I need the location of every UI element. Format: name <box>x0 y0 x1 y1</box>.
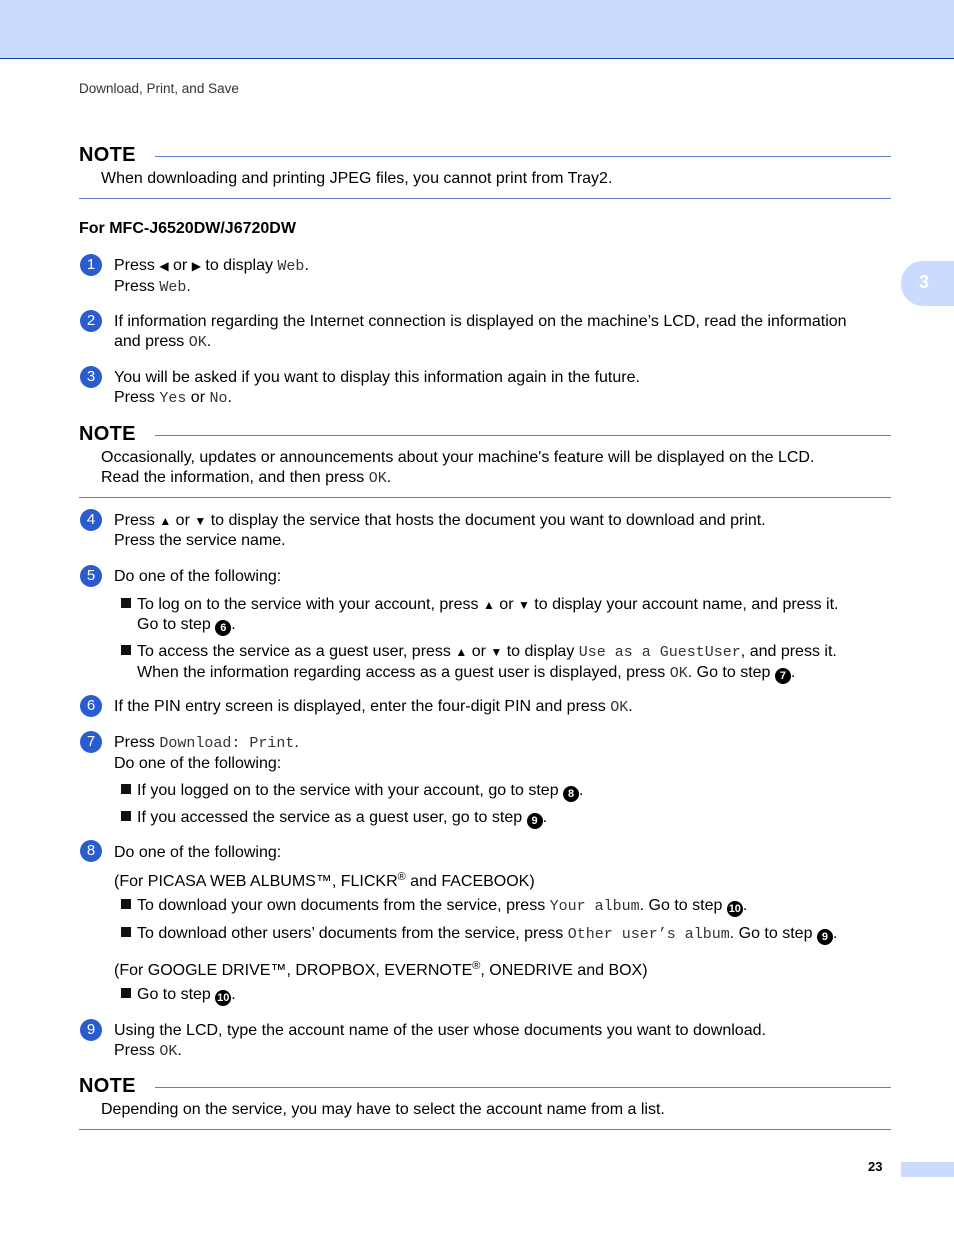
note-text: Depending on the service, you may have to select the account name from a list. <box>101 1101 665 1118</box>
service-group-label: (For PICASA WEB ALBUMS™, FLICKR® and FACEBOOK) <box>114 871 535 890</box>
down-arrow-icon: ▼ <box>490 645 503 659</box>
list-item: If you accessed the service as a guest user, go to step 9 . <box>121 808 896 829</box>
step-7-text: Press Download: Print. Do one of the following: <box>114 734 299 772</box>
step-8-text: Do one of the following: <box>114 844 282 861</box>
note-divider <box>155 435 891 436</box>
note-title: NOTE <box>79 423 136 445</box>
note-text: When downloading and printing JPEG files, you cannot print from Tray2. <box>101 170 613 187</box>
list-item: To download other users’ documents from the service, press Other user’s album. Go to step 9 . <box>121 924 896 945</box>
note-heading <box>79 144 891 168</box>
bullet-square-icon <box>121 988 131 998</box>
step-reference-icon: 10 <box>728 903 741 915</box>
note-title: NOTE <box>79 1075 136 1097</box>
down-arrow-icon: ▼ <box>517 598 530 612</box>
step-number-badge: 1 <box>80 254 102 276</box>
note-end-divider <box>79 1129 891 1130</box>
list-item: To access the service as a guest user, press ▲ or ▼ to display Use as a GuestUser, and press it. When the information regarding access as a guest user is displayed, press OK. Go to step 7 . <box>121 642 896 684</box>
note-end-divider <box>79 198 891 199</box>
bullet-square-icon <box>121 645 131 655</box>
step-3-text: You will be asked if you want to display this information again in the future. Press Yes or No. <box>114 369 640 407</box>
chapter-tab <box>901 261 954 306</box>
page-number: 23 <box>868 1159 883 1174</box>
step-number-badge: 7 <box>80 731 102 753</box>
chapter-number: 3 <box>919 272 930 292</box>
step-number-badge: 3 <box>80 366 102 388</box>
step-6-text: If the PIN entry screen is displayed, enter the four-digit PIN and press OK. <box>114 698 633 716</box>
footer-bar <box>901 1162 954 1177</box>
note-divider <box>155 1087 891 1088</box>
bullet-square-icon <box>121 927 131 937</box>
bullet-square-icon <box>121 811 131 821</box>
step-number-badge: 4 <box>80 509 102 531</box>
bullet-square-icon <box>121 784 131 794</box>
header-band <box>0 0 954 59</box>
bullet-square-icon <box>121 598 131 608</box>
step-reference-icon: 8 <box>563 786 579 802</box>
up-arrow-icon: ▲ <box>159 514 172 528</box>
up-arrow-icon: ▲ <box>482 598 495 612</box>
list-item: If you logged on to the service with your account, go to step 8 . <box>121 781 896 802</box>
step-number-badge: 2 <box>80 310 102 332</box>
list-item: Go to step 10 . <box>121 985 896 1006</box>
note-heading <box>79 1075 891 1099</box>
breadcrumb: Download, Print, and Save <box>79 81 239 96</box>
note-end-divider <box>79 497 891 498</box>
step-number-badge: 6 <box>80 695 102 717</box>
step-number-badge: 9 <box>80 1019 102 1041</box>
note-divider <box>155 156 891 157</box>
step-reference-icon: 9 <box>817 929 833 945</box>
step-reference-icon: 6 <box>215 620 231 636</box>
step-9-text: Using the LCD, type the account name of the user whose documents you want to download. Press OK. <box>114 1022 766 1060</box>
step-number-badge: 5 <box>80 565 102 587</box>
right-arrow-icon: ▶ <box>191 259 201 273</box>
step-1-text: Press ◀ or ▶ to display Web. Press Web. <box>114 257 309 296</box>
service-group-label: (For GOOGLE DRIVE™, DROPBOX, EVERNOTE®, ONEDRIVE and BOX) <box>114 960 648 979</box>
list-item: To log on to the service with your account, press ▲ or ▼ to display your account name, and press it. Go to step 6 . <box>121 595 896 636</box>
list-item: To download your own documents from the service, press Your album. Go to step 10 . <box>121 896 896 917</box>
down-arrow-icon: ▼ <box>194 514 207 528</box>
step-5-text: Do one of the following: <box>114 568 282 585</box>
note-heading <box>79 423 891 447</box>
step-reference-icon: 7 <box>775 668 791 684</box>
step-reference-icon: 10 <box>217 992 230 1004</box>
note-text: Occasionally, updates or announcements about your machine's feature will be displayed on the LCD. Read the information, and then press OK. <box>101 449 815 487</box>
step-reference-icon: 9 <box>527 813 543 829</box>
step-2-text: If information regarding the Internet connection is displayed on the machine’s LCD, read the information and press OK. <box>114 313 847 351</box>
left-arrow-icon: ◀ <box>159 259 169 273</box>
model-subheading: For MFC-J6520DW/J6720DW <box>79 220 296 237</box>
step-number-badge: 8 <box>80 840 102 862</box>
note-title: NOTE <box>79 144 136 166</box>
bullet-square-icon <box>121 899 131 909</box>
step-4-text: Press ▲ or ▼ to display the service that hosts the document you want to download and print. Press the service name. <box>114 512 766 549</box>
up-arrow-icon: ▲ <box>455 645 468 659</box>
